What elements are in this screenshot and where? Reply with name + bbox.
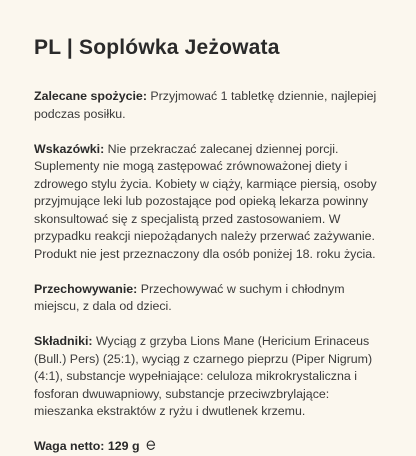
usage-label: Zalecane spożycie: bbox=[34, 89, 147, 103]
ingredients-text: Wyciąg z grzyba Lions Mane (Hericium Erinaceus (Bull.) Pers) (25:1), wyciąg z czarnego pieprzu (Piper Nigrum) (4:1), substancje wypełniające: celuloza mikrokrystaliczna i fosforan dwuwapniowy, substancje przeciwzbrylające: mieszanka ekstraktów z ryżu i dwutlenek krzemu. bbox=[34, 334, 373, 418]
usage-section bbox=[34, 88, 382, 123]
guidelines-text: Nie przekraczać zalecanej dziennej porcji. Suplementy nie mogą zastępować zrównoważonej diety i zdrowego stylu życia. Kobiety w ciąży, karmiące piersią, osoby przyjmujące leki lub pozostające pod opieką lekarza powinny skonsultować się z specjalistą przed zastosowaniem. W przypadku reakcji niepożądanych należy przerwać zażywanie. Produkt nie jest przeznaczony dla osób poniżej 18. roku życia. bbox=[34, 141, 377, 261]
net-weight-value: 129 g bbox=[104, 439, 140, 453]
storage-text: Przechowywać w suchym i chłodnym miejscu, z dala od dzieci. bbox=[34, 281, 345, 313]
guidelines-section bbox=[34, 141, 382, 264]
page-title: PL | Soplówka Jeżowata bbox=[34, 36, 280, 59]
ingredients-section bbox=[34, 333, 382, 421]
storage-section bbox=[34, 281, 382, 316]
guidelines-label: Wskazówki: bbox=[34, 141, 105, 156]
usage-text: Przyjmować 1 tabletkę dziennie, najlepiej podczas posiłku. bbox=[34, 89, 377, 121]
net-weight-line bbox=[34, 438, 382, 456]
storage-label: Przechowywanie: bbox=[34, 281, 138, 296]
estimated-sign-icon bbox=[145, 439, 156, 451]
ingredients-label: Składniki: bbox=[34, 334, 93, 348]
net-weight-label: Waga netto: bbox=[34, 439, 105, 453]
